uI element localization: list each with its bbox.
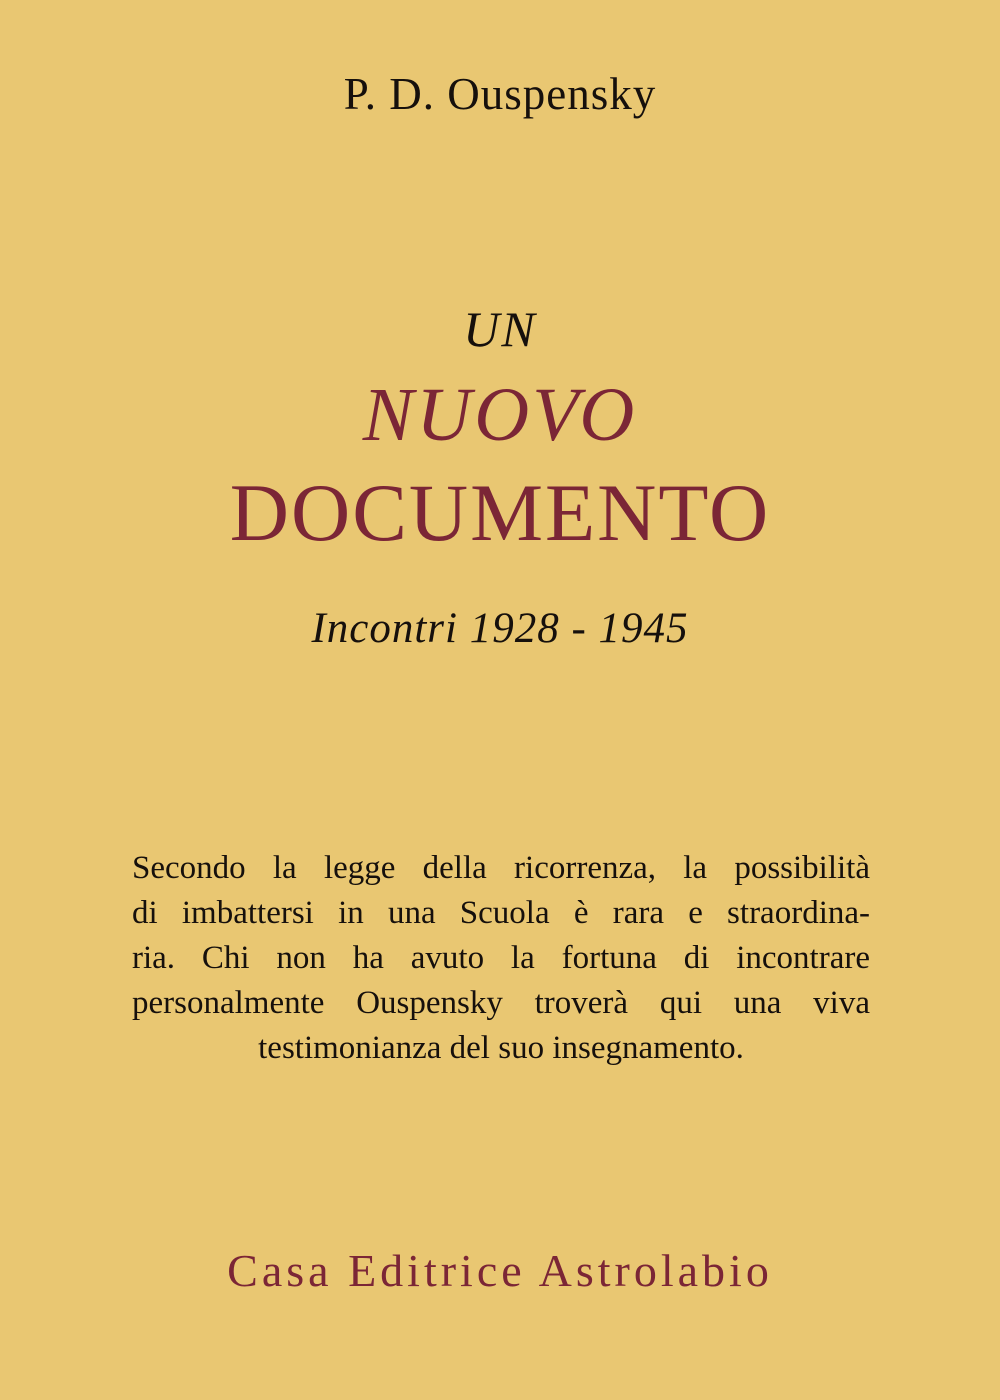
blurb-line-1: Secondo la legge della ricorrenza, la possibilità [132,850,870,886]
blurb-line-5: testimonianza del suo insegnamento. [258,1030,744,1066]
title-word-un: UN [463,301,537,357]
publisher-name: Casa Editrice Astrolabio [227,1245,773,1296]
back-blurb-paragraph [132,846,870,1071]
blurb-line-2: di imbattersi in una Scuola è rara e straordina- [132,895,870,931]
subtitle-dates: Incontri 1928 - 1945 [311,605,689,652]
title-word-nuovo: NUOVO [362,373,638,457]
blurb-line-4: personalmente Ouspensky troverà qui una viva [132,985,870,1021]
blurb-line-3: ria. Chi non ha avuto la fortuna di incontrare [132,940,870,976]
author-name: P. D. Ouspensky [343,69,657,119]
title-word-documento: DOCUMENTO [229,467,771,558]
